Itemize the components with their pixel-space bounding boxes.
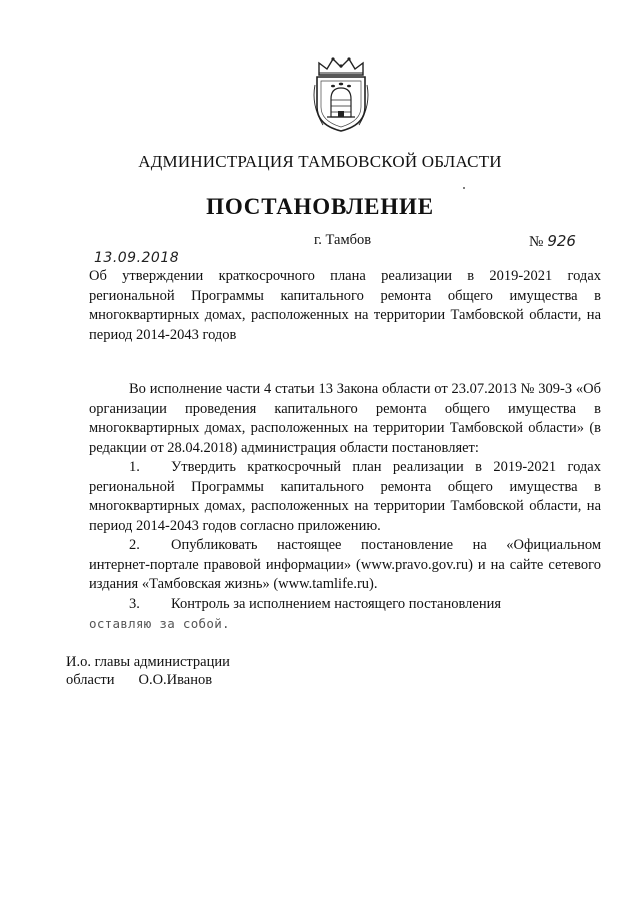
item-number: 3. [129,595,140,612]
resolution-item-3-continuation [89,614,601,635]
item-continuation: оставляю за собой. [89,616,230,631]
document-body [89,380,601,635]
document-type-heading: ПОСТАНОВЛЕНИЕ [206,194,434,219]
signatory-title-line-2: области [66,672,115,688]
signatory-name: О.О.Иванов [138,672,213,688]
item-text: Контроль за исполнением настоящего постановления [171,595,502,612]
tambov-coat-of-arms-icon [309,55,373,133]
number-prefix: № [529,234,544,250]
item-number: 1. [129,459,140,475]
item-text: Опубликовать настоящее постановление на «Официальном интернет-портале правовой информации» (www.pravo.gov.ru) и на сайте сетевого издания «Тамбовская жизнь» (www.tamlife.ru). [89,537,601,592]
item-text: Утвердить краткосрочный план реализации в 2019-2021 годах региональной Программы капитального ремонта общего имущества в многоквартирных домах, расположенных на территории Тамбовской области, на период 2014-2043 годов согласно приложению. [89,459,601,534]
preamble-paragraph: Во исполнение части 4 статьи 13 Закона области от 23.07.2013 № 309-З «Об организации проведения капитального ремонта общего имущества в многоквартирных домах, расположенных на территории Тамбовской области» (в редакции от 28.04.2018) администрация области постановляет: [89,381,601,456]
document-number [529,232,576,251]
scan-speck [463,187,465,189]
document-subject: Об утверждении краткосрочного плана реализации в 2019-2021 годах региональной Программы капитального ремонта общего имущества в многоквартирных домах, расположенных на территории Тамбовской области, на период 2014-2043 годов [89,268,601,343]
resolution-item-2 [89,536,601,595]
signatory-title-line-1: И.о. главы администрации [66,654,230,670]
organization-heading: АДМИНИСТРАЦИЯ ТАМБОВСКОЙ ОБЛАСТИ [138,152,502,171]
signatory-line-2 [66,671,230,689]
number-value: 926 [547,232,576,250]
document-city: г. Тамбов [314,232,372,248]
item-number: 2. [129,537,140,553]
resolution-item-1 [89,458,601,536]
document-date: 13.09.2018 [94,250,180,266]
signature-block [66,653,230,689]
resolution-item-3 [89,595,601,615]
